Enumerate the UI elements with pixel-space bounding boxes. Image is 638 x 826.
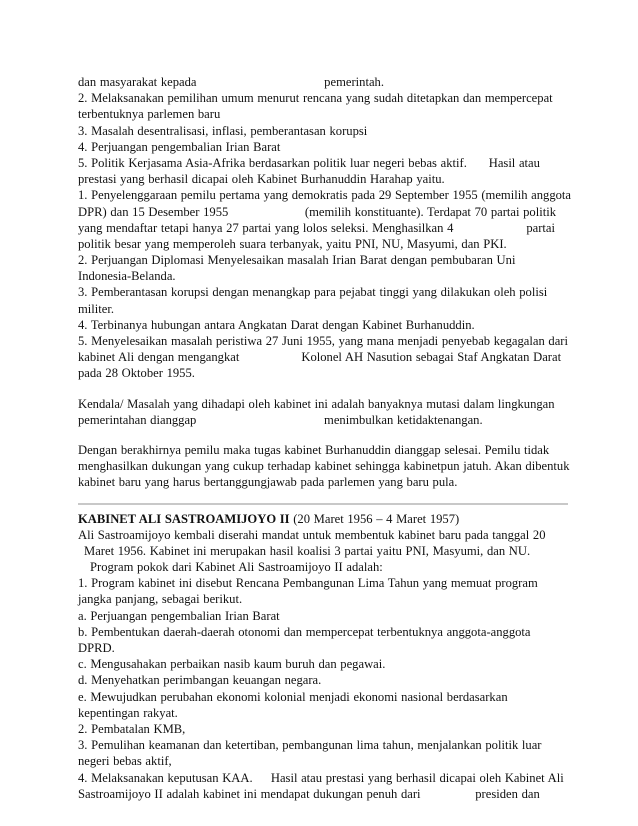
section-divider [78, 503, 568, 505]
text-line: politik besar yang memperoleh suara terbanyak, yaitu PNI, NU, Masyumi, dan PKI. [78, 236, 507, 251]
text-line: 2. Pembatalan KMB, [78, 721, 186, 736]
text-line: Kendala/ Masalah yang dihadapi oleh kabinet ini adalah banyaknya mutasi dalam lingkungan [78, 396, 555, 411]
text-line: Maret 1956. Kabinet ini merupakan hasil koalisi 3 partai yaitu PNI, Masyumi, dan NU. [84, 543, 531, 558]
paragraph-gap [78, 382, 568, 396]
text-line: pada 28 Oktober 1955. [78, 366, 195, 381]
text-line: 5. Politik Kerjasama Asia-Afrika berdasarkan politik luar negeri bebas aktif. Hasil atau [78, 155, 540, 170]
section-heading-dates: (20 Maret 1956 – 4 Maret 1957) [289, 511, 460, 526]
text-line: yang mendaftar tetapi hanya 27 partai yang lolos seleksi. Menghasilkan 4 partai [78, 220, 555, 235]
text-line: a. Perjuangan pengembalian Irian Barat [78, 608, 280, 623]
text-line: 4. Perjuangan pengembalian Irian Barat [78, 139, 281, 154]
text-line: e. Mewujudkan perubahan ekonomi kolonial menjadi ekonomi nasional berdasarkan [78, 689, 508, 704]
text-line: Sastroamijoyo II adalah kabinet ini mendapat dukungan penuh dari presiden dan [78, 786, 540, 801]
paragraph-gap [78, 428, 568, 442]
section-heading-title: KABINET ALI SASTROAMIJOYO II [78, 511, 290, 526]
text-line: 2. Melaksanakan pemilihan umum menurut rencana yang sudah ditetapkan dan mempercepat [78, 91, 553, 106]
text-line: Ali Sastroamijoyo kembali diserahi mandat untuk membentuk kabinet baru pada tanggal 20 [78, 527, 546, 542]
text-line: terbentuknya parlemen baru [78, 107, 221, 122]
section-heading [78, 511, 568, 527]
text-line: DPR) dan 15 Desember 1955 (memilih konstituante). Terdapat 70 partai politik [78, 204, 557, 219]
text-line: Indonesia-Belanda. [78, 269, 176, 284]
obstacles-paragraph [78, 396, 568, 428]
text-line: d. Menyehatkan perimbangan keuangan negara. [78, 673, 322, 688]
text-line: kabinet Ali dengan mengangkat Kolonel AH Nasution sebagai Staf Angkatan Darat [78, 350, 562, 365]
text-line: 3. Masalah desentralisasi, inflasi, pemberantasan korupsi [78, 123, 368, 138]
text-line: 4. Terbinanya hubungan antara Angkatan Darat dengan Kabinet Burhanuddin. [78, 317, 475, 332]
text-line: pemerintahan dianggap menimbulkan ketidaktenangan. [78, 412, 483, 427]
text-line: dan masyarakat kepada pemerintah. [78, 75, 384, 89]
text-line: 1. Program kabinet ini disebut Rencana Pembangunan Lima Tahun yang memuat program [78, 576, 538, 591]
text-line: 5. Menyelesaikan masalah peristiwa 27 Juni 1955, yang mana menjadi penyebab kegagalan dari [78, 334, 569, 348]
text-line: kepentingan rakyat. [78, 705, 178, 720]
text-line: b. Pembentukan daerah-daerah otonomi dan mempercepat terbentuknya anggota-anggota [78, 624, 531, 639]
text-line: 3. Pemulihan keamanan dan ketertiban, pembangunan lima tahun, menjalankan politik luar [78, 738, 542, 753]
text-line: Program pokok dari Kabinet Ali Sastroamijoyo II adalah: [90, 560, 383, 575]
text-line: 3. Pemberantasan korupsi dengan menangkap para pejabat tinggi yang dilakukan oleh polisi [78, 285, 548, 300]
text-line: c. Mengusahakan perbaikan nasib kaum buruh dan pegawai. [78, 657, 386, 672]
text-line: 1. Penyelenggaraan pemilu pertama yang demokratis pada 29 September 1955 (memilih anggota [78, 188, 572, 203]
text-line: 4. Melaksanakan keputusan KAA. Hasil atau prestasi yang berhasil dicapai oleh Kabinet Ali [78, 770, 564, 785]
text-line: militer. [78, 301, 115, 316]
burhanuddin-program-and-results [78, 74, 572, 382]
text-line: jangka panjang, sebagai berikut. [78, 592, 243, 607]
text-line: negeri bebas aktif, [78, 754, 172, 769]
document-body [78, 74, 572, 802]
cabinet-end-paragraph [78, 442, 568, 491]
text-line: kabinet baru yang harus bertanggungjawab pada parlemen yang baru pula. [78, 475, 458, 490]
text-line: 2. Perjuangan Diplomasi Menyelesaikan masalah Irian Barat dengan pembubaran Uni [78, 253, 516, 268]
text-line: prestasi yang berhasil dicapai oleh Kabinet Burhanuddin Harahap yaitu. [78, 172, 445, 187]
text-line: Dengan berakhirnya pemilu maka tugas kabinet Burhanuddin dianggap selesai. Pemilu tidak [78, 442, 550, 457]
text-line: DPRD. [78, 641, 115, 655]
text-line: menghasilkan dukungan yang cukup terhadap kabinet sehingga kabinetpun jatuh. Akan dibentuk [78, 459, 570, 474]
ali-sastroamijoyo-ii-section [78, 511, 568, 802]
